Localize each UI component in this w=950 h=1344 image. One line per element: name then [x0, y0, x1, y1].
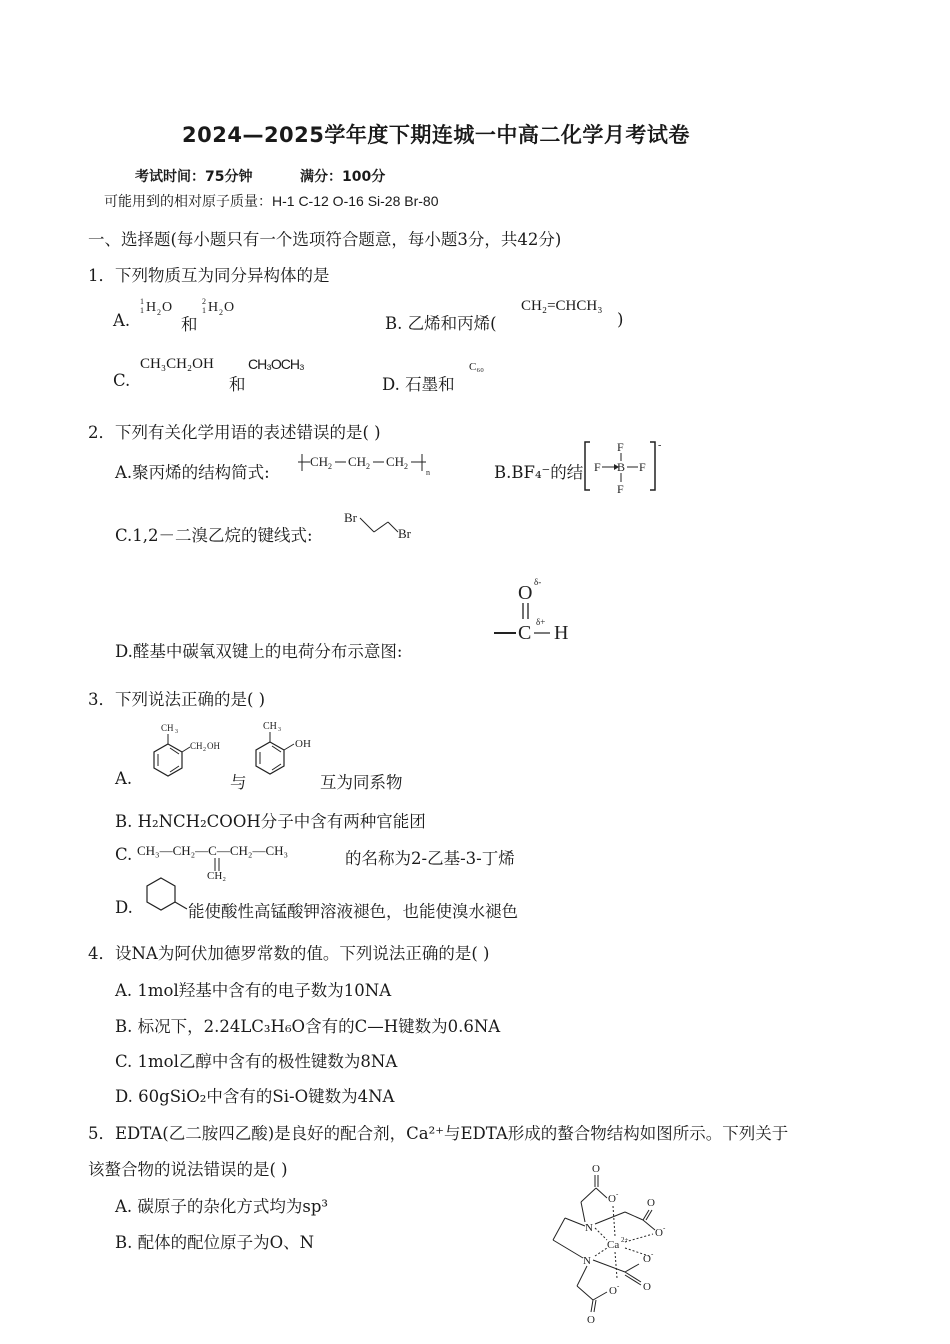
svg-text:δ-: δ- — [534, 577, 542, 587]
q2-dibromoethane-skeletal — [344, 510, 424, 544]
svg-text:-: - — [616, 1190, 619, 1198]
svg-text:2: 2 — [328, 462, 332, 471]
page-title: 2024—2025学年度下期连城一中高二化学月考试卷 — [182, 123, 690, 147]
svg-text:2: 2 — [157, 308, 161, 317]
svg-text:2: 2 — [366, 462, 370, 471]
svg-text:O: O — [643, 1253, 651, 1265]
full-score: 满分：100分 — [300, 169, 386, 185]
svg-text:F: F — [639, 460, 646, 474]
question-5-stem-line-2: 该螯合物的说法错误的是( ) — [88, 1160, 288, 1179]
svg-text:2: 2 — [404, 462, 408, 471]
svg-text:F: F — [617, 482, 624, 496]
q3-option-c-tail: 的名称为2-乙基-3-丁烯 — [345, 849, 515, 868]
q3-option-a-tail: 互为同系物 — [320, 773, 403, 792]
q1-option-b-text: B. 乙烯和丙烯( — [385, 314, 497, 333]
svg-text:CH: CH — [386, 454, 405, 469]
svg-text:O: O — [592, 1163, 600, 1175]
q1-option-c-and: 和 — [229, 375, 246, 394]
q3-option-c-label: C. — [115, 845, 133, 864]
svg-text:CH: CH — [161, 723, 174, 733]
q3-option-d-label: D. — [115, 898, 133, 917]
svg-text:2: 2 — [203, 747, 206, 753]
question-1-stem: 1．下列物质互为同分异构体的是 — [88, 266, 330, 285]
q1-option-b-formula: CH₂=CHCH₃ — [521, 298, 603, 314]
q3-option-c-branch: CH₂ — [207, 870, 227, 882]
q3-option-a-and: 与 — [230, 773, 247, 792]
svg-text:N: N — [583, 1255, 591, 1267]
svg-text:F: F — [594, 460, 601, 474]
svg-text:Ca: Ca — [607, 1239, 620, 1251]
q1-option-c-formula-2: CH₃OCH₃ — [248, 356, 304, 372]
question-2-stem: 2．下列有关化学用语的表述错误的是( ) — [88, 423, 381, 442]
svg-text:H: H — [208, 300, 219, 315]
q4-option-a: A. 1mol羟基中含有的电子数为10NA — [115, 981, 392, 1000]
q4-option-c: C. 1mol乙醇中含有的极性键数为8NA — [115, 1052, 398, 1071]
svg-text:1: 1 — [140, 306, 144, 315]
svg-text:O: O — [224, 300, 235, 315]
q2-option-c-text: C.1,2－二溴乙烷的键线式: — [115, 526, 313, 545]
q1-option-d-text: D. 石墨和 — [382, 375, 455, 394]
svg-text:O: O — [162, 300, 173, 315]
svg-text:1: 1 — [202, 306, 206, 315]
q1-option-a-label: A. — [113, 311, 131, 330]
q3-option-d-tail: 能使酸性高锰酸钾溶液褪色，也能使溴水褪色 — [188, 902, 518, 921]
svg-text:O: O — [609, 1285, 617, 1297]
q5-option-b: B. 配体的配位原子为O、N — [115, 1233, 315, 1252]
q3-benzyl-alcohol-structure — [140, 718, 240, 788]
q1-option-d-formula: C₆₀ — [469, 361, 485, 373]
svg-text:O: O — [587, 1314, 595, 1326]
q2-polypropylene-structure — [298, 451, 438, 479]
q3-option-a-label: A. — [115, 769, 133, 788]
svg-text:O: O — [647, 1197, 655, 1209]
svg-text:OH: OH — [295, 738, 311, 750]
section-heading: 一、选择题(每小题只有一个选项符合题意，每小题3分，共42分) — [88, 230, 562, 249]
exam-time: 考试时间：75分钟 — [135, 169, 253, 185]
q1-option-c-label: C. — [113, 371, 131, 390]
svg-text:B: B — [617, 460, 626, 474]
q1-option-b-close: ) — [617, 310, 624, 329]
svg-text:CH: CH — [263, 721, 277, 732]
svg-text:H: H — [554, 622, 569, 644]
q2-aldehyde-charge-diagram — [490, 575, 590, 645]
svg-text:F: F — [617, 440, 624, 454]
svg-text:3: 3 — [175, 729, 178, 735]
q4-option-b: B. 标况下，2.24LC₃H₆O含有的C—H键数为0.6NA — [115, 1017, 501, 1036]
q3-methylcyclohexane-structure — [143, 876, 193, 916]
svg-text:-: - — [658, 440, 662, 451]
svg-text:N: N — [585, 1222, 593, 1234]
svg-text:n: n — [426, 468, 430, 477]
svg-text:-: - — [651, 1250, 654, 1258]
svg-text:O: O — [655, 1227, 663, 1239]
svg-text:-: - — [617, 1282, 620, 1290]
q1-option-a-and: 和 — [181, 315, 198, 334]
svg-text:H: H — [146, 300, 157, 315]
svg-text:2: 2 — [219, 308, 223, 317]
q2-option-a-text: A.聚丙烯的结构简式: — [115, 463, 270, 482]
svg-text:CH: CH — [348, 454, 367, 469]
svg-text:CH: CH — [190, 741, 203, 751]
question-3-stem: 3．下列说法正确的是( ) — [88, 690, 266, 709]
svg-text:δ+: δ+ — [536, 617, 546, 627]
q2-option-d-text: D.醛基中碳氧双键上的电荷分布示意图: — [115, 642, 403, 661]
question-5-stem-line-1: 5．EDTA(乙二胺四乙酸)是良好的配合剂，Ca²⁺与EDTA形成的螯合物结构如图所示。下列关于 — [88, 1124, 789, 1143]
svg-text:Br: Br — [344, 510, 357, 525]
q5-ca-edta-chelate-structure — [545, 1160, 685, 1330]
svg-text:O: O — [608, 1193, 616, 1205]
svg-text:O: O — [518, 582, 533, 604]
svg-text:CH: CH — [310, 454, 329, 469]
svg-text:2+: 2+ — [621, 1236, 629, 1244]
q2-bf4-lewis-structure — [582, 438, 662, 498]
svg-text:Br: Br — [398, 526, 411, 541]
q3-option-b-text: B. H₂NCH₂COOH分子中含有两种官能团 — [115, 812, 426, 831]
svg-text:1: 1 — [140, 297, 144, 306]
q2-option-b-text: B.BF₄⁻的结 — [494, 463, 584, 482]
svg-text:-: - — [663, 1224, 666, 1232]
svg-text:C: C — [518, 622, 532, 644]
q5-option-a: A. 碳原子的杂化方式均为sp³ — [115, 1197, 329, 1216]
svg-text:2: 2 — [202, 297, 206, 306]
svg-text:O: O — [643, 1281, 651, 1293]
svg-text:3: 3 — [278, 727, 281, 733]
q4-option-d: D. 60gSiO₂中含有的Si-O键数为4NA — [115, 1087, 395, 1106]
svg-text:OH: OH — [207, 741, 220, 751]
question-4-stem: 4．设NA为阿伏加德罗常数的值。下列说法正确的是( ) — [88, 944, 490, 963]
q3-option-c-formula: CH₃—CH₂—C—CH₂—CH₃ — [137, 843, 289, 858]
q1-option-c-formula-1: CH₃CH₂OH — [140, 356, 214, 372]
atomic-masses: 可能用到的相对原子质量：H-1 C-12 O-16 Si-28 Br-80 — [104, 193, 439, 209]
